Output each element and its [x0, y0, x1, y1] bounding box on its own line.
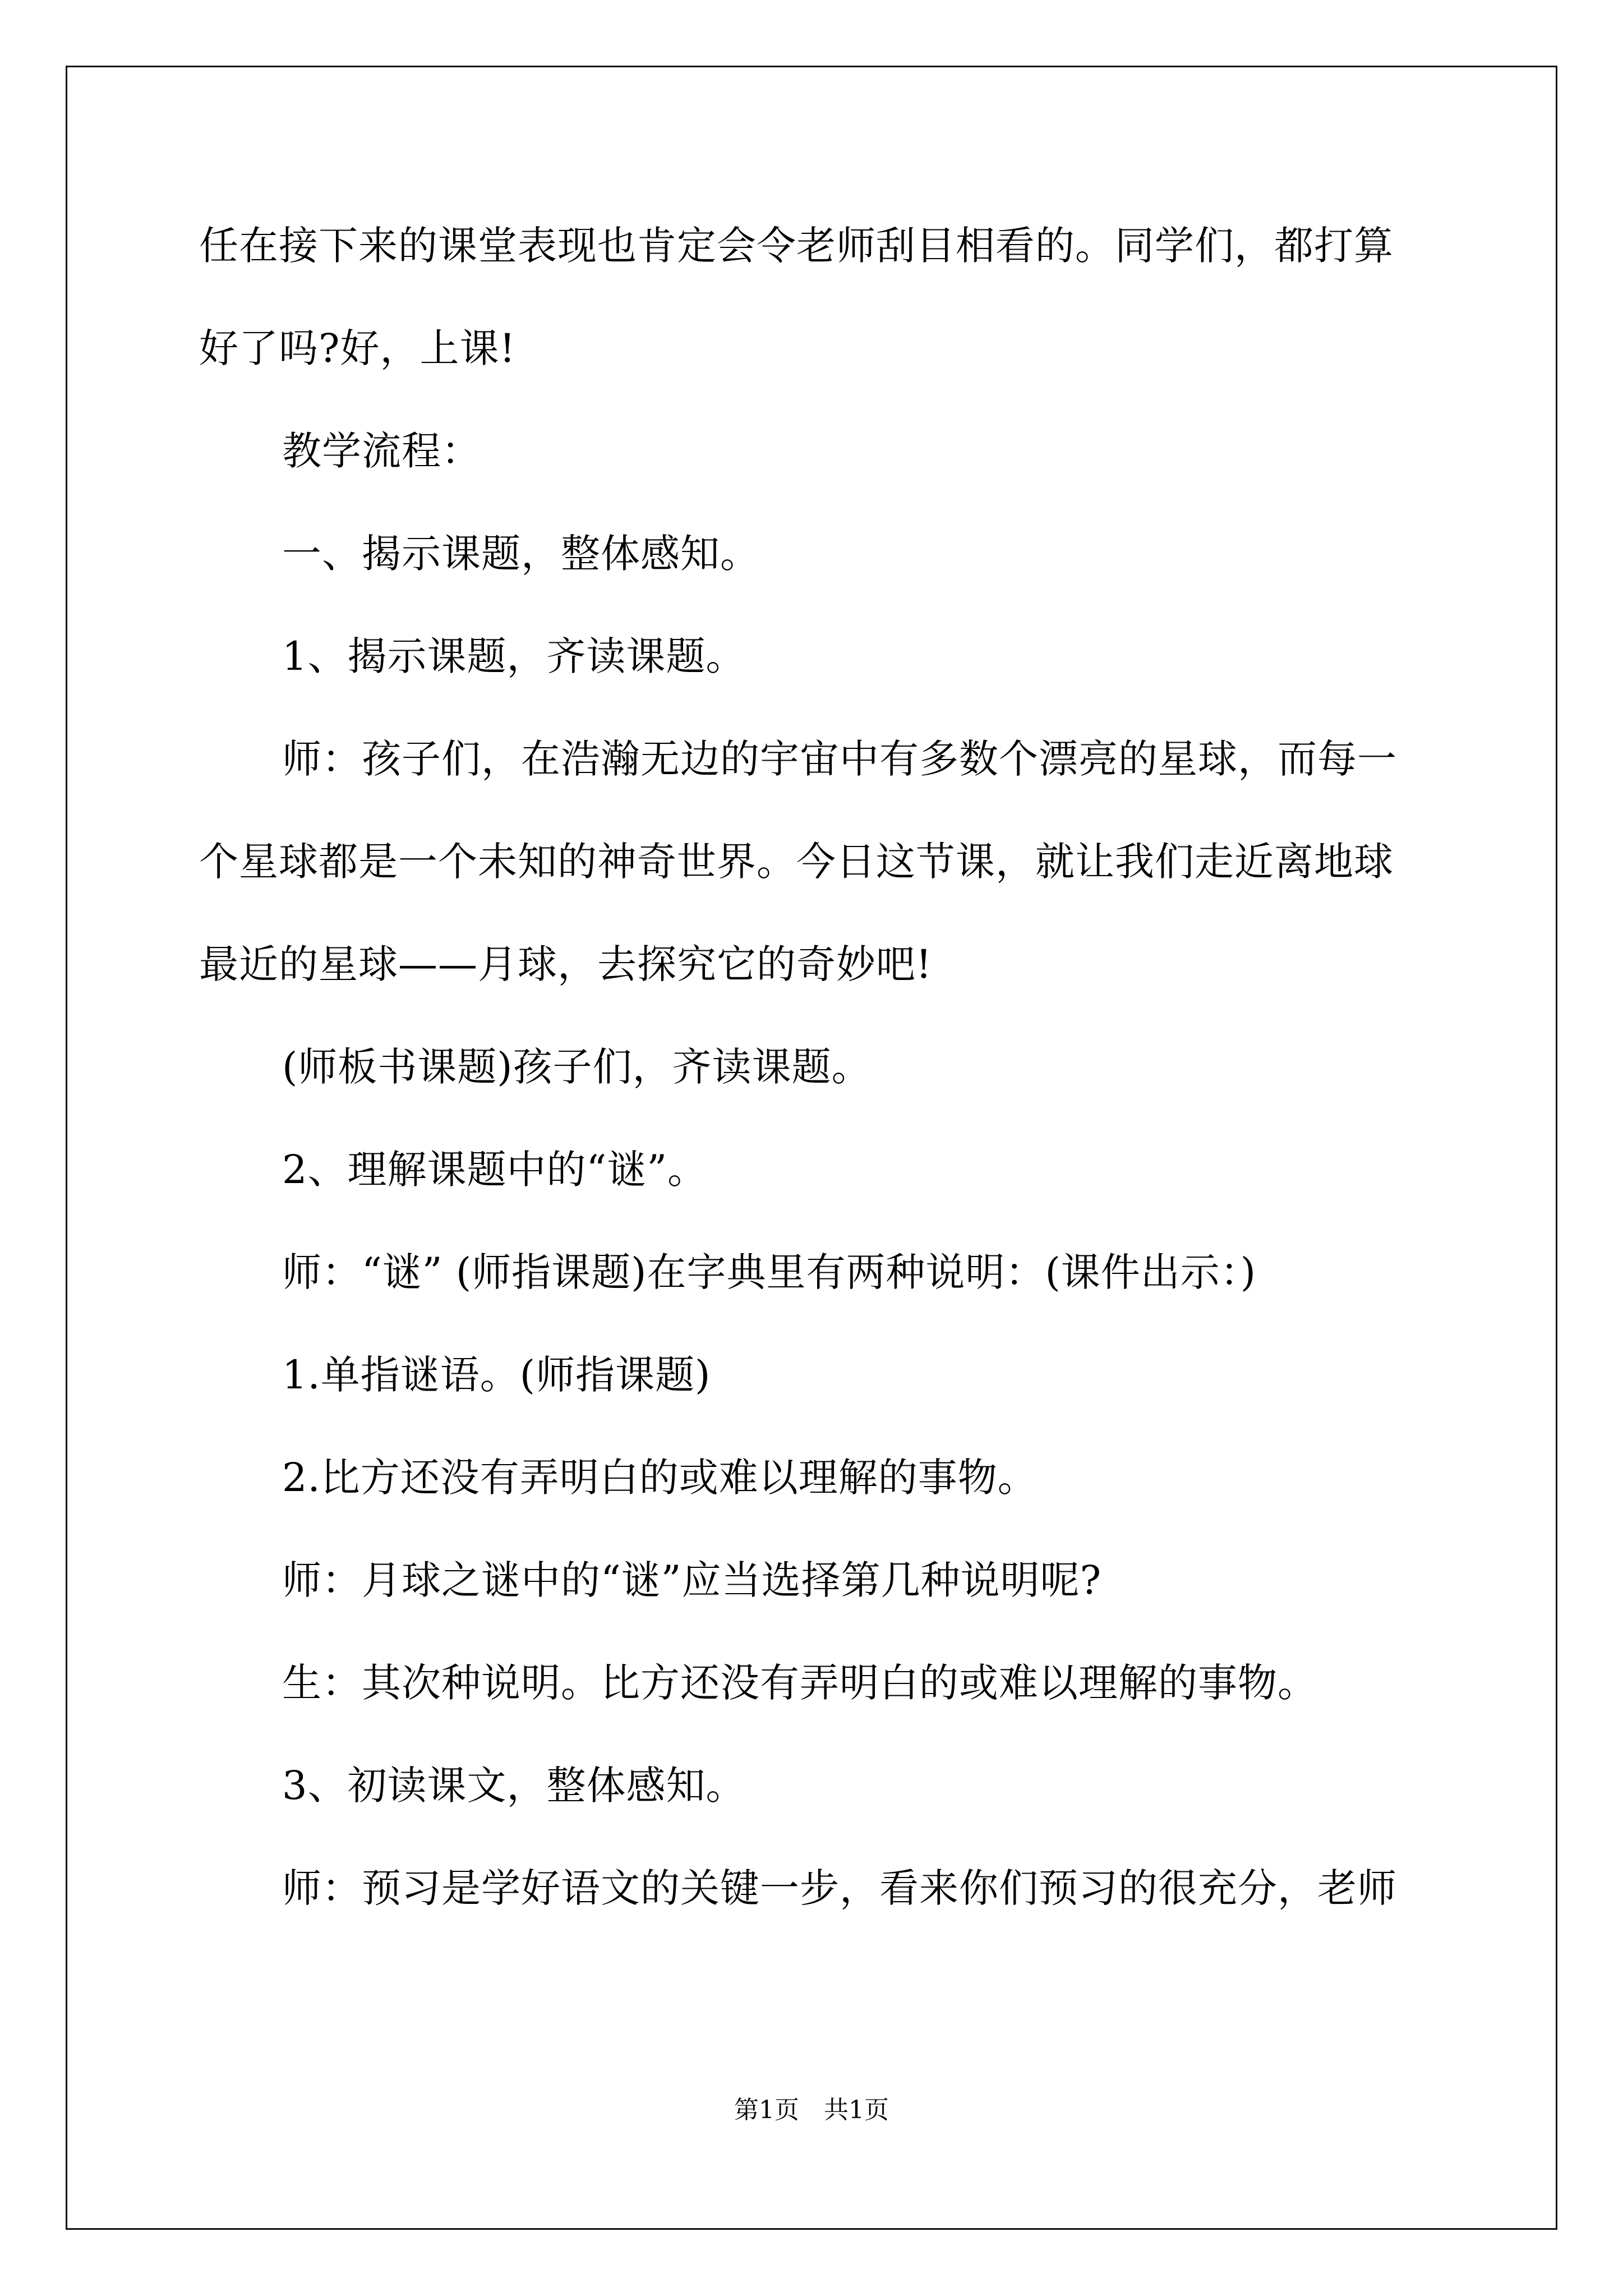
list-item: 2.比方还没有弄明白的或难以理解的事物。: [282, 1455, 1038, 1501]
text-line: 师：月球之谜中的“谜”应当选择第几种说明呢?: [282, 1557, 1102, 1603]
text-line: 师：“谜” (师指课题)在字典里有两种说明：(课件出示：): [282, 1249, 1257, 1295]
text-line: 个星球都是一个未知的神奇世界。今日这节课，就让我们走近离地球: [199, 839, 1394, 885]
text-line: 师：孩子们，在浩瀚无边的宇宙中有多数个漂亮的星球，而每一: [282, 736, 1397, 782]
page-footer: 第1页 共1页: [734, 2096, 889, 2124]
list-item: 1.单指谜语。(师指课题): [282, 1352, 711, 1398]
text-line: 最近的星球——月球，去探究它的奇妙吧!: [199, 941, 933, 987]
text-line: 好了吗?好，上课!: [199, 325, 516, 371]
section-heading: 一、揭示课题，整体感知。: [282, 531, 760, 577]
text-line: (师板书课题)孩子们，齐读课题。: [282, 1044, 872, 1090]
text-line: 任在接下来的课堂表现也肯定会令老师刮目相看的。同学们，都打算: [199, 223, 1394, 269]
subsection-heading: 3、初读课文，整体感知。: [282, 1763, 746, 1809]
subsection-heading: 1、揭示课题，齐读课题。: [282, 633, 746, 679]
subsection-heading: 2、理解课题中的“谜”。: [282, 1147, 708, 1193]
text-line: 教学流程：: [282, 428, 481, 474]
text-line: 生：其次种说明。比方还没有弄明白的或难以理解的事物。: [282, 1660, 1317, 1706]
text-line: 师：预习是学好语文的关键一步，看来你们预习的很充分，老师: [282, 1865, 1397, 1911]
